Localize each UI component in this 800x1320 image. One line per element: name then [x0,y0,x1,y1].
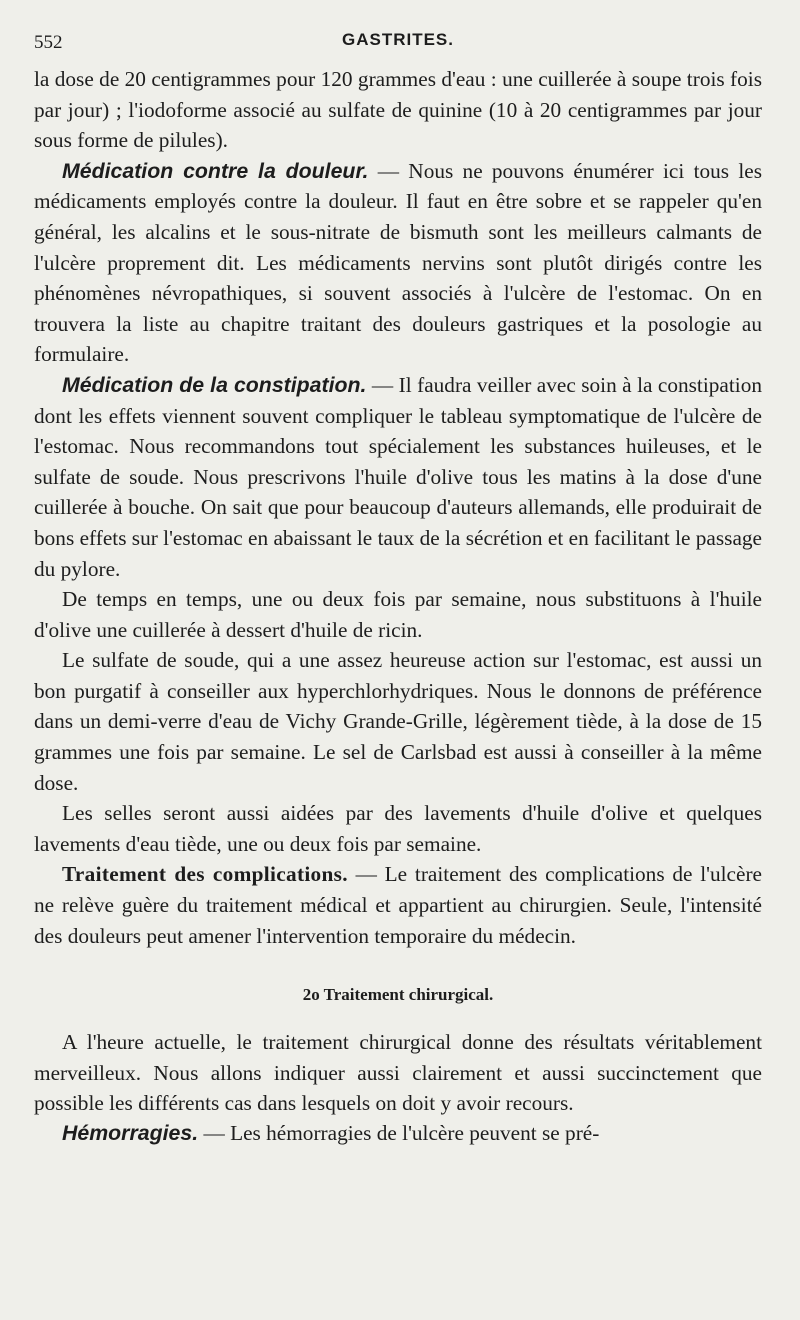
body-text [34,64,762,951]
paragraph-text: — Nous ne pouvons énumérer ici tous les médicaments employés contre la douleur. Il faut en être sobre et se rappeler qu'en général, les alcalins et le sous-nitrate de bismuth sont les meilleurs calmants de l'ulcère proprement dit. Les médicaments nervins sont plutôt dirigés contre les phénomènes névropathiques, si souvent associés à l'ulcère de l'estomac. On en trouvera la liste au chapitre traitant des douleurs gastriques et la posologie au formulaire. [34,158,762,367]
paragraph-text: — Les hémorragies de l'ulcère peuvent se pré- [198,1121,600,1146]
run-in-heading-complications: Traitement des complications. [62,862,348,887]
section-surgical-body [34,1027,762,1149]
run-in-heading-hemorrhages: Hémorragies. [62,1121,199,1146]
paragraph-sodium-sulfate: Le sulfate de soude, qui a une assez heureuse action sur l'estomac, est aussi un bon purgatif à conseiller aux hyperchlorhydriques. Nous le donnons de préférence dans un demi-verre d'eau de Vichy Grande-Grille, légèrement tiède, à la dose de 15 grammes une fois par semaine. Le sel de Carlsbad est aussi à conseiller à la même dose. [34,648,762,795]
paragraph-castor-oil: De temps en temps, une ou deux fois par semaine, nous substituons à l'huile d'olive une cuillerée à dessert d'huile de ricin. [34,587,762,642]
paragraph-text: — Le traitement des complications de l'ulcère ne relève guère du traitement médical et appartient au chirurgien. Seule, l'intensité des douleurs peut amener l'intervention temporaire du médecin. [34,862,763,948]
paragraph-text: — Il faudra veiller avec soin à la constipation dont les effets viennent souvent compliquer le tableau symptomatique de l'ulcère de l'estomac. Nous recommandons tout spécialement les substances huileuses, et le sulfate de soude. Nous prescrivons l'huile d'olive tous les matins à la dose d'une cuillerée à bouche. On sait que pour beaucoup d'auteurs allemands, elle produirait de bons effets sur l'estomac en abaissant le taux de la sécrétion et en facilitant le passage du pylore. [34,372,762,581]
paragraph-constipation-medication [34,370,762,584]
run-in-heading-pain: Médication contre la douleur. [62,158,369,183]
paragraph-pain-medication [34,156,762,370]
running-title: GASTRITES. [341,30,454,49]
paragraph-surgical-intro: A l'heure actuelle, le traitement chirurgical donne des résultats véritablement merveilleux. Nous allons indiquer aussi clairement et aussi succinctement que possible les différents cas dans lesquels on doit y avoir recours. [34,1030,762,1116]
run-in-heading-constipation: Médication de la constipation. [62,372,367,397]
paragraph-enemas: Les selles seront aussi aidées par des lavements d'huile d'olive et quelques lavements d'eau tiède, une ou deux fois par semaine. [34,801,762,856]
paragraph-continuation: la dose de 20 centigrammes pour 120 grammes d'eau : une cuillerée à soupe trois fois par jour) ; l'iodoforme associé au sulfate de quinine (10 à 20 centigrammes par jour sous forme de pilules). [34,67,762,153]
paragraph-hemorrhages [34,1118,762,1148]
page-number: 552 [34,32,63,53]
section-heading-surgical: 2o Traitement chirurgical. [302,985,494,1005]
page-header [34,28,762,64]
paragraph-complications [34,859,762,951]
